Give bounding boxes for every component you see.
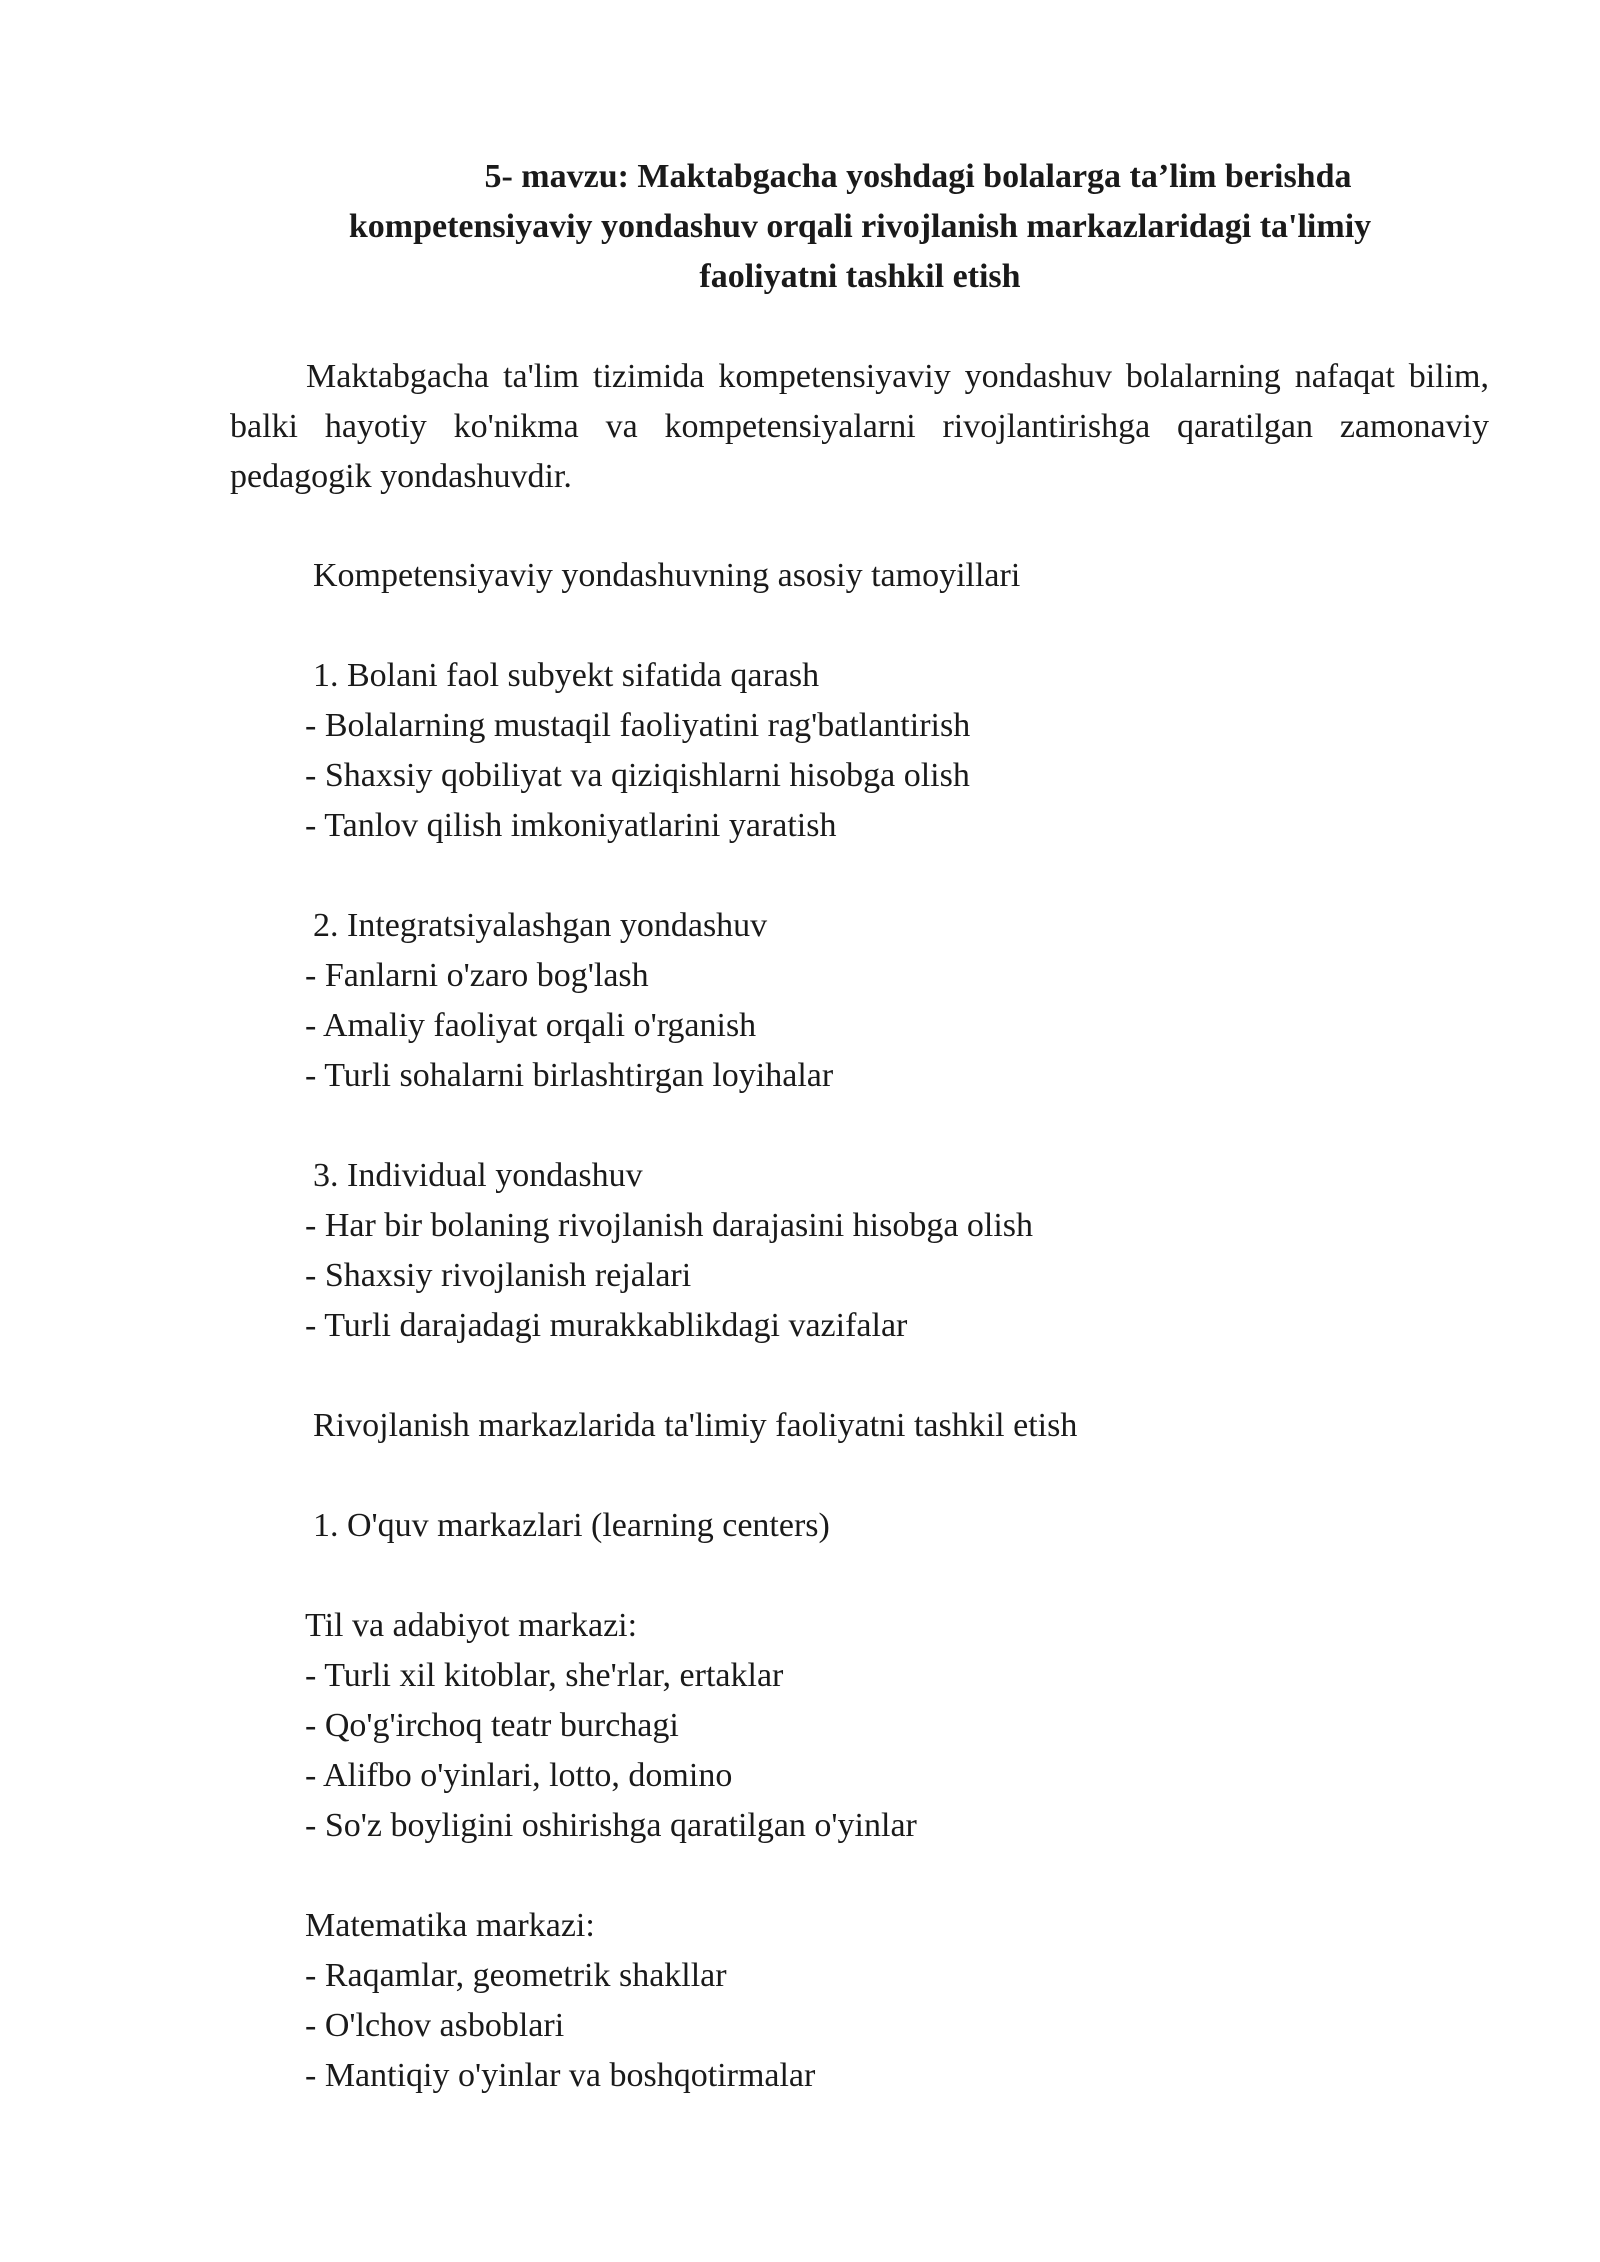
title-line-2: kompetensiyaviy yondashuv orqali rivojlanish markazlaridagi ta'limiy bbox=[348, 208, 1372, 245]
list-item: - Turli darajadagi murakkablikdagi vazifalar bbox=[305, 1307, 908, 1344]
list-item: - Turli sohalarni birlashtirgan loyihalar bbox=[305, 1057, 834, 1094]
list-item: - Alifbo o'yinlari, lotto, domino bbox=[305, 1757, 733, 1794]
list-item: - Qo'g'irchoq teatr burchagi bbox=[305, 1707, 679, 1744]
title-line-1: 5- mavzu: Maktabgacha yoshdagi bolalarga ta’lim berishda bbox=[484, 158, 1352, 195]
list-item: - Turli xil kitoblar, she'rlar, ertaklar bbox=[305, 1657, 784, 1694]
list-item: - Shaxsiy qobiliyat va qiziqishlarni hisobga olish bbox=[305, 757, 970, 794]
list-item: - Shaxsiy rivojlanish rejalari bbox=[305, 1257, 692, 1294]
document-title bbox=[230, 152, 1490, 302]
list-item: - Amaliy faoliyat orqali o'rganish bbox=[305, 1007, 757, 1044]
list-item: - So'z boyligini oshirishga qaratilgan o'yinlar bbox=[305, 1807, 917, 1844]
list-item: - Tanlov qilish imkoniyatlarini yaratish bbox=[305, 807, 837, 844]
list-item: - Har bir bolaning rivojlanish darajasini hisobga olish bbox=[305, 1207, 1034, 1244]
principle-heading-1: 1. Bolani faol subyekt sifatida qarash bbox=[313, 657, 820, 694]
list-item: - Raqamlar, geometrik shakllar bbox=[305, 1957, 727, 1994]
list-item: - Fanlarni o'zaro bog'lash bbox=[305, 957, 649, 994]
language-center-heading: Til va adabiyot markazi: bbox=[305, 1607, 638, 1644]
intro-paragraph: Maktabgacha ta'lim tizimida kompetensiyaviy yondashuv bolalarning nafaqat bilim, balki hayotiy ko'nikma va kompetensiyalarni rivojlantirishga qaratilgan zamonaviy pedagogik yondashuvdir. bbox=[230, 358, 1489, 495]
title-line-3: faoliyatni tashkil etish bbox=[699, 258, 1021, 295]
section-heading-principles: Kompetensiyaviy yondashuvning asosiy tamoyillari bbox=[313, 557, 1021, 594]
math-center-heading: Matematika markazi: bbox=[305, 1907, 595, 1944]
principle-heading-3: 3. Individual yondashuv bbox=[313, 1157, 643, 1194]
list-item: - Mantiqiy o'yinlar va boshqotirmalar bbox=[305, 2057, 816, 2094]
list-item: - Bolalarning mustaqil faoliyatini rag'batlantirish bbox=[305, 707, 971, 744]
list-item: - O'lchov asboblari bbox=[305, 2007, 565, 2044]
section-heading-centers: Rivojlanish markazlarida ta'limiy faoliyatni tashkil etish bbox=[313, 1407, 1078, 1444]
principle-heading-2: 2. Integratsiyalashgan yondashuv bbox=[313, 907, 768, 944]
centers-heading-1: 1. O'quv markazlari (learning centers) bbox=[313, 1507, 830, 1544]
